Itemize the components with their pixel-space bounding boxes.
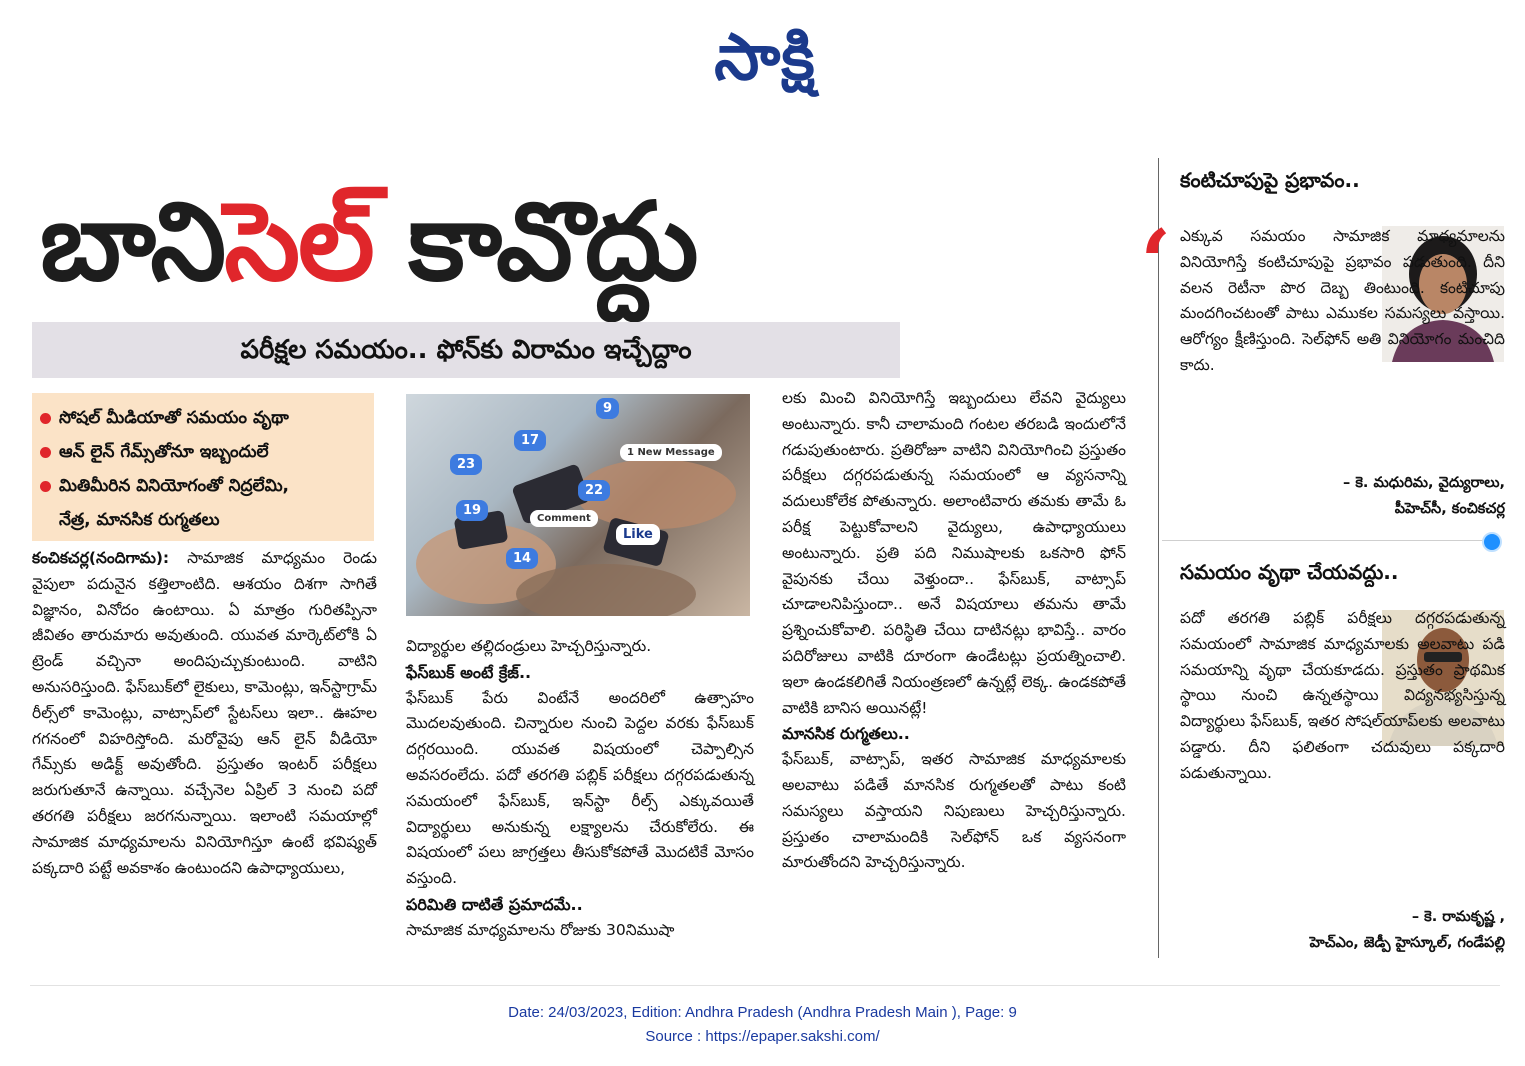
bullet-dot-icon [40,413,51,424]
paragraph: విద్యార్థుల తల్లిదండ్రులు హెచ్చరిస్తున్నారు. [406,637,652,655]
notification-badge: 9 [596,398,619,419]
highlight-item: ఆన్ లైన్ గేమ్స్‌తోనూ ఇబ్బందులే [32,435,374,469]
article-column-2 [406,634,754,944]
article-column-1 [32,546,377,881]
sidebar-quote-text-bottom: పదో తరగతి పబ్లిక్ పరీక్షలు దగ్గరపడుతున్న సమయంలో సామాజిక మాధ్యమాలకు అలవాటు పడి సమయాన్ని వృథా చేయకూడదు. ప్రస్తుతం ప్రాథమిక స్థాయి నుంచి ఉన్నతస్థాయి విద్యనభ్యసిస్తున్న విద్యార్థులు ఫేస్‌బుక్, ఇతర సోషల్‌యాప్‌లకు అలవాటు పడ్డారు. దీని ఫలితంగా చదువులు పక్కదారి పడుతున్నాయి. [1180,609,1505,782]
quote-mark-icon: ‘ [1140,210,1172,316]
footer-edition-info: Date: 24/03/2023, Edition: Andhra Pradesh (Andhra Pradesh Main ), Page: 9 [508,1004,1017,1021]
subheading: ఫేస్‌బుక్ అంటే క్రేజ్.. [406,662,532,682]
sidebar-attribution: – కె. రామకృష్ణ , హెచ్‌ఎం, జెడ్పీ హైస్కూల్, గండేపల్లి [1309,909,1505,951]
paragraph: లకు మించి వినియోగిస్తే ఇబ్బందులు లేవని వైద్యులు అంటున్నారు. కానీ చాలామంది గంటల తరబడి ఇందులోనే గడుపుతుంటారు. ప్రతిరోజూ వాటిని వినియోగించి ప్రస్తుతం పరీక్షలు దగ్గరపడుతున్న సమయంలో ఆ వ్యసనాన్ని వదులుకోలేక పోతున్నారు. అలాంటివారు తమకు తామే ఓ పరీక్ష పెట్టుకోవాలని వైద్యులు, ఉపాధ్యాయులు అంటున్నారు. ప్రతి పది నిముషాలకు ఒకసారి ఫోన్ వైపునకు చేయి వెళ్తుందా.. ఫేస్‌బుక్, వాట్సాప్ చూడాలనిపిస్తుందా.. అనే విషయాలు తమను తామే ప్రశ్నించుకోవాలి. పరిస్థితి చేయి దాటినట్లు భావిస్తే.. వారం పదిరోజులు వాటికి దూరంగా ఉండేటట్లు ప్రయత్నించాలి. ఇలా ఉండకలిగితే నియంత్రణలో ఉన్నట్లే లెక్క. ఉండకపోతే వాటికి బానిస అయినట్లే! [782,389,1126,717]
article-column-3 [782,386,1126,876]
paragraph: ఫేస్‌బుక్, వాట్సాప్, ఇతర సామాజిక మాధ్యమాలకు అలవాటు పడితే మానసిక రుగ్మతలతో పాటు కంటి సమస్యలు వస్తాయని నిపుణులు హెచ్చరిస్తున్నారు. ప్రస్తుతం చాలామందికి సెల్‌ఫోన్ ఒక వ్యసనంగా మారుతోందని హెచ్చరిస్తున్నారు. [782,750,1126,872]
headline-red-part: సెల్ [224,180,373,305]
headline-dark-part: బాని [40,180,225,305]
subheading: పరిమితి దాటితే ప్రమాదమే.. [406,894,583,914]
notification-badge: 22 [578,480,610,501]
highlight-item: సోషల్ మీడియాతో సమయం వృథా [32,401,374,435]
sidebar-title: సమయం వృథా చేయవద్దు.. [1180,560,1399,584]
subheading: మానసిక రుగ్మతలు.. [782,724,910,744]
highlights-box [32,393,374,541]
sidebar-separator [1162,540,1492,541]
highlight-item-continued: నేత్ర, మానసిక రుగ్మతలు [59,510,220,530]
notification-badge: 17 [514,430,546,451]
bullet-circle-icon [1482,532,1502,552]
notification-badge: 23 [450,454,482,475]
message-label: 1 New Message [620,444,722,461]
like-label: Like [616,524,660,545]
bullet-dot-icon [40,481,51,492]
subhead-bar [32,322,900,378]
paragraph: సామాజిక మాధ్యమాలను రోజుకు 30నిముషా [406,920,675,939]
headline-second-word: కావొద్దు [408,180,697,305]
subhead: పరీక్షల సమయం.. ఫోన్‌కు విరామం ఇచ్చేద్దాం [240,335,692,365]
sidebar-quote-text-top: ఎక్కువ సమయం సామాజిక మాధ్యమాలను వినియోగిస్తే కంటిచూపుపై ప్రభావం పడుతుంది. దీని వలన రెటీనా పొర దెబ్బ తింటుంది. కంటిచూపు మందగించటంతో పాటు ఎముకల సమస్యలు వస్తాయి. ఆరోగ్యం క్షీణిస్తుంది. సెల్‌ఫోన్ అతి వినియోగం మంచిది కాదు. [1180,227,1505,374]
headline [40,168,1100,318]
footer-separator [30,985,1500,986]
article-photo [406,394,750,616]
paragraph: ఫేస్‌బుక్ పేరు వింటేనే అందరిలో ఉత్సాహం మొదలవుతుంది. చిన్నారుల నుంచి పెద్దల వరకు ఫేస్‌బుక్ దగ్గరయింది. యువత విషయంలో చెప్పాల్సిన అవసరంలేదు. పదో తరగతి పబ్లిక్ పరీక్షలు దగ్గరపడుతున్న సమయంలో ఫేస్‌బుక్, ఇన్‌స్టా రీల్స్ ఎక్కువయితే విద్యార్థులు అనుకున్న లక్ష్యాలను చేరుకోలేరు. ఈ విషయంలో పలు జాగ్రత్తలు తీసుకోకపోతే మొదటికే మోసం వస్తుంది. [406,688,754,888]
notification-badge: 14 [506,548,538,569]
sidebar-title: కంటిచూపుపై ప్రభావం.. [1180,168,1360,192]
sidebar-attribution: – కె. మధురిమ, వైద్యురాలు, పీహెచ్‌సీ, కంచికచర్ల [1343,475,1505,517]
comment-label: Comment [530,510,598,527]
masthead-logo: సాక్షి [714,21,816,95]
dateline: కంచికచర్ల(నందిగామ): [32,549,170,567]
highlight-item: మితిమీరిన వినియోగంతో నిద్రలేమి, [32,469,374,503]
bullet-dot-icon [40,447,51,458]
paragraph: కంచికచర్ల(నందిగామ): సామాజిక మాధ్యమం రెండు వైపులా పదునైన కత్తిలాంటిది. ఆశయం దిశగా సాగితే విజ్ఞానం, వినోదం ఉంటాయి. ఏ మాత్రం గురితప్పినా జీవితం తారుమారు అవుతుంది. యువత మార్కెట్‌లోకి ఏ ట్రెండ్ వచ్చినా అందిపుచ్చుకుంటుంది. వాటిని అనుసరిస్తుంది. ఫేస్‌బుక్‌లో లైకులు, కామెంట్లు, ఇన్‌స్టాగ్రామ్ రీల్స్‌లో కామెంట్లు, వాట్సాప్‌లో స్టేటస్‌లు ఇలా.. ఊహల గగనంలో విహరిస్తోంది. మరోవైపు ఆన్ లైన్ వీడియో గేమ్స్‌కు అడిక్ట్ అవుతోంది. ప్రస్తుతం ఇంటర్ పరీక్షలు జరుగుతూనే ఉన్నాయి. వచ్చేనెల ఏప్రిల్ 3 నుంచి పదో తరగతి పరీక్షలు జరగనున్నాయి. ఇలాంటి సమయాల్లో సామాజిక మాధ్యమాలను వినియోగిస్తూ ఉంటే భవిష్యత్ పక్కదారి పట్టే అవకాశం ఉంటుందని ఉపాధ్యాయులు, [32,549,377,877]
footer-source: Source : https://epaper.sakshi.com/ [645,1028,880,1045]
notification-badge: 19 [456,500,488,521]
